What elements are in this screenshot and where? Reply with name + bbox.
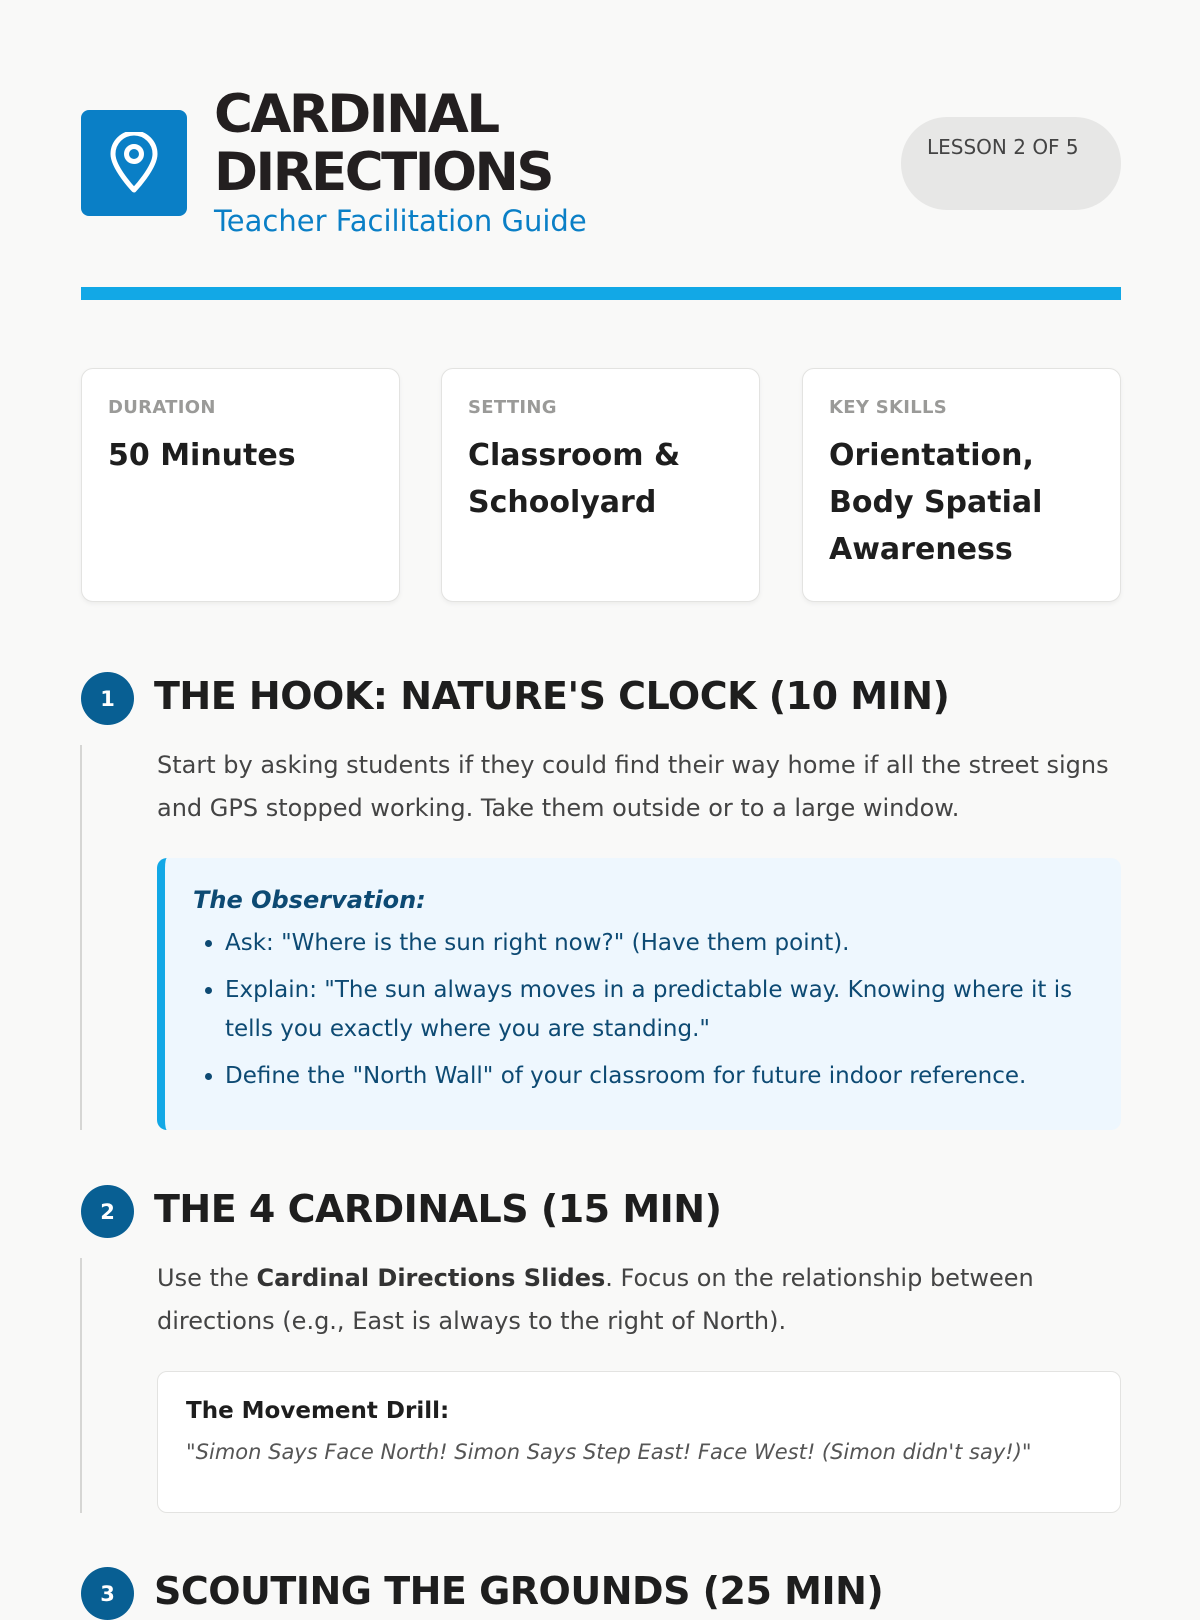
section-intro-2: [157, 1257, 1117, 1343]
section-rail-1: [80, 745, 82, 1130]
card-value: Orientation, Body Spatial Awareness: [829, 438, 1043, 567]
card-value: 50 Minutes: [108, 438, 296, 473]
section-title-3: SCOUTING THE GROUNDS (25 MIN): [154, 1569, 884, 1613]
slides-reference: Cardinal Directions Slides: [256, 1264, 606, 1292]
section-title-2: THE 4 CARDINALS (15 MIN): [154, 1187, 722, 1231]
list-item: • Explain: "The sun always moves in a predictable way. Knowing where it is tells you exactly where you are standing.": [225, 971, 1091, 1049]
movement-drill-card: [157, 1371, 1121, 1513]
card-label: SETTING: [468, 397, 557, 418]
drill-quote: "Simon Says Face North! Simon Says Step East! Face West! (Simon didn't say!)": [186, 1440, 1032, 1464]
info-card-setting: [441, 368, 760, 602]
page-header: [81, 86, 1121, 246]
card-value: Classroom & Schoolyard: [468, 438, 681, 520]
section-rail-2: [80, 1258, 82, 1513]
page-title: [214, 86, 552, 202]
section-title-1: THE HOOK: NATURE'S CLOCK (10 MIN): [154, 674, 950, 718]
drill-title: The Movement Drill:: [186, 1398, 450, 1424]
section-number-3: 3: [81, 1567, 134, 1620]
section-number-1: 1: [81, 672, 134, 725]
intro-text: . Focus on the relationship between directions (e.g., East is always to the right of North).: [157, 1264, 1034, 1335]
list-item: • Define the "North Wall" of your classroom for future indoor reference.: [225, 1057, 1091, 1096]
intro-text: Use the: [157, 1264, 257, 1292]
card-label: KEY SKILLS: [829, 397, 948, 418]
logo: [81, 110, 187, 216]
observation-callout: [157, 858, 1121, 1130]
section-intro-1: Start by asking students if they could find their way home if all the street signs and GPS stopped working. Take them outside or to a large window.: [157, 751, 1109, 822]
card-label: DURATION: [108, 397, 216, 418]
title-line-1: CARDINAL: [214, 84, 498, 145]
info-card-key-skills: [802, 368, 1121, 602]
lesson-badge: LESSON 2 OF 5: [901, 117, 1121, 210]
callout-title: The Observation:: [193, 886, 426, 914]
title-line-2: DIRECTIONS: [214, 142, 553, 203]
section-number-2: 2: [81, 1185, 134, 1238]
header-divider: [81, 287, 1121, 300]
info-card-duration: [81, 368, 400, 602]
callout-list: [193, 924, 1091, 1096]
map-pin-icon: [107, 132, 161, 194]
page-subtitle: Teacher Facilitation Guide: [214, 204, 587, 238]
list-item: • Ask: "Where is the sun right now?" (Have them point).: [225, 924, 1091, 963]
